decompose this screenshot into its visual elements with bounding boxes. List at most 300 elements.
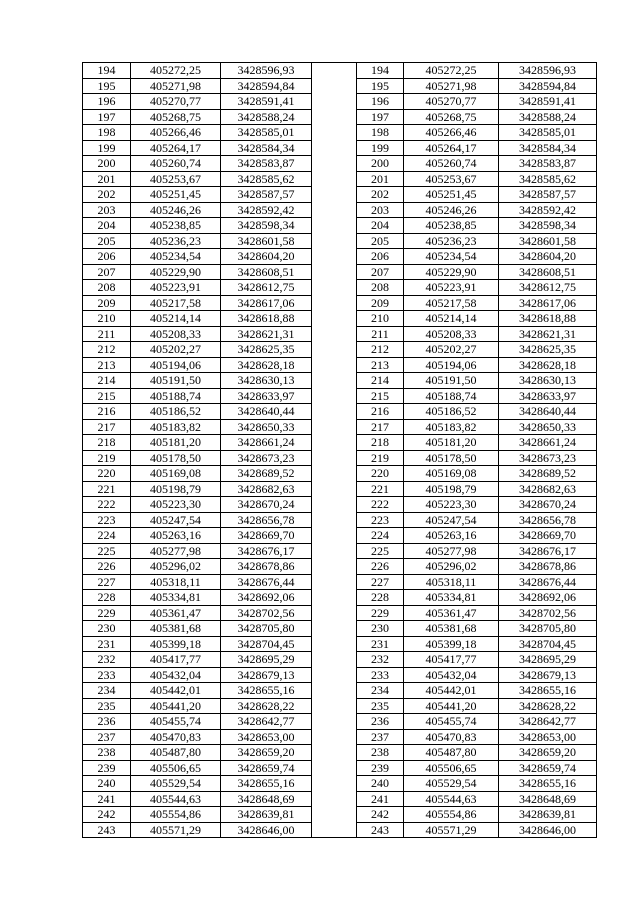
right-point-number-cell: 210 — [357, 311, 404, 327]
table-row — [83, 311, 597, 327]
right-point-number-cell: 214 — [357, 373, 404, 389]
left-point-number-cell: 242 — [83, 807, 131, 823]
right-y-coordinate-cell: 3428676,17 — [499, 543, 597, 559]
column-gap-cell — [312, 543, 357, 559]
right-point-number-cell: 213 — [357, 357, 404, 373]
left-point-number-cell: 209 — [83, 295, 131, 311]
left-y-coordinate-cell: 3428618,88 — [221, 311, 312, 327]
right-point-number-cell: 196 — [357, 94, 404, 110]
right-x-coordinate-cell: 405361,47 — [404, 605, 499, 621]
right-point-number-cell: 195 — [357, 78, 404, 94]
left-x-coordinate-cell: 405169,08 — [131, 466, 221, 482]
column-gap-cell — [312, 559, 357, 575]
left-x-coordinate-cell: 405334,81 — [131, 590, 221, 606]
column-gap-cell — [312, 605, 357, 621]
left-y-coordinate-cell: 3428704,45 — [221, 636, 312, 652]
column-gap-cell — [312, 109, 357, 125]
table-row — [83, 497, 597, 513]
left-x-coordinate-cell: 405236,23 — [131, 233, 221, 249]
table-row — [83, 156, 597, 172]
table-row — [83, 512, 597, 528]
left-point-number-cell: 219 — [83, 450, 131, 466]
right-x-coordinate-cell: 405181,20 — [404, 435, 499, 451]
right-point-number-cell: 221 — [357, 481, 404, 497]
left-y-coordinate-cell: 3428646,00 — [221, 822, 312, 838]
right-x-coordinate-cell: 405318,11 — [404, 574, 499, 590]
right-point-number-cell: 197 — [357, 109, 404, 125]
right-point-number-cell: 208 — [357, 280, 404, 296]
left-point-number-cell: 204 — [83, 218, 131, 234]
right-x-coordinate-cell: 405432,04 — [404, 667, 499, 683]
left-y-coordinate-cell: 3428678,86 — [221, 559, 312, 575]
right-y-coordinate-cell: 3428659,74 — [499, 760, 597, 776]
left-x-coordinate-cell: 405277,98 — [131, 543, 221, 559]
left-x-coordinate-cell: 405271,98 — [131, 78, 221, 94]
left-y-coordinate-cell: 3428612,75 — [221, 280, 312, 296]
right-y-coordinate-cell: 3428655,16 — [499, 683, 597, 699]
column-gap-cell — [312, 776, 357, 792]
right-point-number-cell: 218 — [357, 435, 404, 451]
coordinates-table-body — [83, 63, 597, 838]
right-x-coordinate-cell: 405236,23 — [404, 233, 499, 249]
left-x-coordinate-cell: 405268,75 — [131, 109, 221, 125]
left-y-coordinate-cell: 3428682,63 — [221, 481, 312, 497]
right-point-number-cell: 242 — [357, 807, 404, 823]
left-x-coordinate-cell: 405571,29 — [131, 822, 221, 838]
right-point-number-cell: 235 — [357, 698, 404, 714]
right-y-coordinate-cell: 3428588,24 — [499, 109, 597, 125]
left-point-number-cell: 213 — [83, 357, 131, 373]
left-y-coordinate-cell: 3428608,51 — [221, 264, 312, 280]
table-row — [83, 109, 597, 125]
table-row — [83, 590, 597, 606]
right-x-coordinate-cell: 405253,67 — [404, 171, 499, 187]
left-x-coordinate-cell: 405506,65 — [131, 760, 221, 776]
left-point-number-cell: 229 — [83, 605, 131, 621]
table-row — [83, 373, 597, 389]
table-row — [83, 714, 597, 730]
column-gap-cell — [312, 760, 357, 776]
left-x-coordinate-cell: 405246,26 — [131, 202, 221, 218]
table-row — [83, 295, 597, 311]
right-y-coordinate-cell: 3428592,42 — [499, 202, 597, 218]
right-x-coordinate-cell: 405277,98 — [404, 543, 499, 559]
right-x-coordinate-cell: 405271,98 — [404, 78, 499, 94]
column-gap-cell — [312, 419, 357, 435]
left-point-number-cell: 195 — [83, 78, 131, 94]
left-point-number-cell: 220 — [83, 466, 131, 482]
right-point-number-cell: 238 — [357, 745, 404, 761]
right-y-coordinate-cell: 3428639,81 — [499, 807, 597, 823]
right-x-coordinate-cell: 405223,30 — [404, 497, 499, 513]
left-y-coordinate-cell: 3428591,41 — [221, 94, 312, 110]
left-x-coordinate-cell: 405442,01 — [131, 683, 221, 699]
column-gap-cell — [312, 311, 357, 327]
left-point-number-cell: 199 — [83, 140, 131, 156]
table-row — [83, 326, 597, 342]
right-y-coordinate-cell: 3428583,87 — [499, 156, 597, 172]
column-gap-cell — [312, 249, 357, 265]
right-point-number-cell: 224 — [357, 528, 404, 544]
right-y-coordinate-cell: 3428617,06 — [499, 295, 597, 311]
right-x-coordinate-cell: 405169,08 — [404, 466, 499, 482]
right-point-number-cell: 220 — [357, 466, 404, 482]
column-gap-cell — [312, 295, 357, 311]
right-x-coordinate-cell: 405214,14 — [404, 311, 499, 327]
right-y-coordinate-cell: 3428670,24 — [499, 497, 597, 513]
column-gap-cell — [312, 63, 357, 79]
right-x-coordinate-cell: 405238,85 — [404, 218, 499, 234]
column-gap-cell — [312, 729, 357, 745]
right-y-coordinate-cell: 3428585,62 — [499, 171, 597, 187]
left-point-number-cell: 237 — [83, 729, 131, 745]
right-x-coordinate-cell: 405234,54 — [404, 249, 499, 265]
right-y-coordinate-cell: 3428702,56 — [499, 605, 597, 621]
left-y-coordinate-cell: 3428594,84 — [221, 78, 312, 94]
table-row — [83, 280, 597, 296]
left-point-number-cell: 207 — [83, 264, 131, 280]
left-y-coordinate-cell: 3428679,13 — [221, 667, 312, 683]
left-x-coordinate-cell: 405238,85 — [131, 218, 221, 234]
right-point-number-cell: 204 — [357, 218, 404, 234]
column-gap-cell — [312, 342, 357, 358]
column-gap-cell — [312, 264, 357, 280]
table-row — [83, 760, 597, 776]
right-x-coordinate-cell: 405529,54 — [404, 776, 499, 792]
left-point-number-cell: 196 — [83, 94, 131, 110]
left-point-number-cell: 194 — [83, 63, 131, 79]
right-point-number-cell: 199 — [357, 140, 404, 156]
left-point-number-cell: 228 — [83, 590, 131, 606]
table-row — [83, 264, 597, 280]
column-gap-cell — [312, 822, 357, 838]
left-x-coordinate-cell: 405441,20 — [131, 698, 221, 714]
left-y-coordinate-cell: 3428628,18 — [221, 357, 312, 373]
right-x-coordinate-cell: 405202,27 — [404, 342, 499, 358]
left-point-number-cell: 216 — [83, 404, 131, 420]
left-y-coordinate-cell: 3428659,74 — [221, 760, 312, 776]
left-x-coordinate-cell: 405264,17 — [131, 140, 221, 156]
table-row — [83, 667, 597, 683]
left-x-coordinate-cell: 405194,06 — [131, 357, 221, 373]
right-y-coordinate-cell: 3428640,44 — [499, 404, 597, 420]
left-x-coordinate-cell: 405198,79 — [131, 481, 221, 497]
right-x-coordinate-cell: 405188,74 — [404, 388, 499, 404]
table-row — [83, 435, 597, 451]
left-x-coordinate-cell: 405223,30 — [131, 497, 221, 513]
column-gap-cell — [312, 202, 357, 218]
right-x-coordinate-cell: 405266,46 — [404, 125, 499, 141]
column-gap-cell — [312, 140, 357, 156]
table-row — [83, 807, 597, 823]
left-x-coordinate-cell: 405529,54 — [131, 776, 221, 792]
column-gap-cell — [312, 574, 357, 590]
table-row — [83, 419, 597, 435]
table-row — [83, 357, 597, 373]
coordinates-table — [82, 62, 597, 838]
right-y-coordinate-cell: 3428650,33 — [499, 419, 597, 435]
left-y-coordinate-cell: 3428656,78 — [221, 512, 312, 528]
table-row — [83, 342, 597, 358]
left-y-coordinate-cell: 3428653,00 — [221, 729, 312, 745]
column-gap-cell — [312, 94, 357, 110]
left-x-coordinate-cell: 405186,52 — [131, 404, 221, 420]
right-x-coordinate-cell: 405178,50 — [404, 450, 499, 466]
right-point-number-cell: 228 — [357, 590, 404, 606]
right-y-coordinate-cell: 3428598,34 — [499, 218, 597, 234]
column-gap-cell — [312, 450, 357, 466]
table-row — [83, 388, 597, 404]
left-point-number-cell: 217 — [83, 419, 131, 435]
right-x-coordinate-cell: 405186,52 — [404, 404, 499, 420]
table-row — [83, 543, 597, 559]
column-gap-cell — [312, 233, 357, 249]
table-row — [83, 481, 597, 497]
left-x-coordinate-cell: 405191,50 — [131, 373, 221, 389]
table-row — [83, 450, 597, 466]
left-x-coordinate-cell: 405247,54 — [131, 512, 221, 528]
right-y-coordinate-cell: 3428659,20 — [499, 745, 597, 761]
table-row — [83, 94, 597, 110]
left-point-number-cell: 205 — [83, 233, 131, 249]
right-x-coordinate-cell: 405441,20 — [404, 698, 499, 714]
table-row — [83, 791, 597, 807]
right-point-number-cell: 241 — [357, 791, 404, 807]
right-x-coordinate-cell: 405571,29 — [404, 822, 499, 838]
right-x-coordinate-cell: 405272,25 — [404, 63, 499, 79]
left-y-coordinate-cell: 3428628,22 — [221, 698, 312, 714]
right-x-coordinate-cell: 405264,17 — [404, 140, 499, 156]
left-point-number-cell: 243 — [83, 822, 131, 838]
table-row — [83, 187, 597, 203]
column-gap-cell — [312, 326, 357, 342]
right-y-coordinate-cell: 3428633,97 — [499, 388, 597, 404]
left-x-coordinate-cell: 405214,14 — [131, 311, 221, 327]
column-gap-cell — [312, 404, 357, 420]
left-y-coordinate-cell: 3428676,17 — [221, 543, 312, 559]
right-y-coordinate-cell: 3428612,75 — [499, 280, 597, 296]
left-x-coordinate-cell: 405554,86 — [131, 807, 221, 823]
left-x-coordinate-cell: 405229,90 — [131, 264, 221, 280]
left-point-number-cell: 200 — [83, 156, 131, 172]
left-y-coordinate-cell: 3428689,52 — [221, 466, 312, 482]
table-row — [83, 202, 597, 218]
column-gap-cell — [312, 807, 357, 823]
left-x-coordinate-cell: 405223,91 — [131, 280, 221, 296]
left-x-coordinate-cell: 405296,02 — [131, 559, 221, 575]
right-x-coordinate-cell: 405183,82 — [404, 419, 499, 435]
table-row — [83, 63, 597, 79]
left-x-coordinate-cell: 405178,50 — [131, 450, 221, 466]
table-row — [83, 636, 597, 652]
table-row — [83, 140, 597, 156]
right-point-number-cell: 200 — [357, 156, 404, 172]
column-gap-cell — [312, 652, 357, 668]
left-point-number-cell: 215 — [83, 388, 131, 404]
right-x-coordinate-cell: 405198,79 — [404, 481, 499, 497]
left-x-coordinate-cell: 405417,77 — [131, 652, 221, 668]
right-y-coordinate-cell: 3428656,78 — [499, 512, 597, 528]
left-y-coordinate-cell: 3428655,16 — [221, 776, 312, 792]
right-point-number-cell: 233 — [357, 667, 404, 683]
column-gap-cell — [312, 745, 357, 761]
left-y-coordinate-cell: 3428625,35 — [221, 342, 312, 358]
left-y-coordinate-cell: 3428692,06 — [221, 590, 312, 606]
right-y-coordinate-cell: 3428608,51 — [499, 264, 597, 280]
right-y-coordinate-cell: 3428661,24 — [499, 435, 597, 451]
column-gap-cell — [312, 791, 357, 807]
right-y-coordinate-cell: 3428594,84 — [499, 78, 597, 94]
column-gap-cell — [312, 698, 357, 714]
right-y-coordinate-cell: 3428604,20 — [499, 249, 597, 265]
left-x-coordinate-cell: 405272,25 — [131, 63, 221, 79]
left-point-number-cell: 231 — [83, 636, 131, 652]
right-point-number-cell: 237 — [357, 729, 404, 745]
left-y-coordinate-cell: 3428598,34 — [221, 218, 312, 234]
table-row — [83, 621, 597, 637]
table-row — [83, 233, 597, 249]
right-x-coordinate-cell: 405246,26 — [404, 202, 499, 218]
left-x-coordinate-cell: 405253,67 — [131, 171, 221, 187]
left-y-coordinate-cell: 3428585,62 — [221, 171, 312, 187]
column-gap-cell — [312, 683, 357, 699]
left-point-number-cell: 226 — [83, 559, 131, 575]
right-y-coordinate-cell: 3428596,93 — [499, 63, 597, 79]
right-x-coordinate-cell: 405296,02 — [404, 559, 499, 575]
left-x-coordinate-cell: 405251,45 — [131, 187, 221, 203]
left-x-coordinate-cell: 405202,27 — [131, 342, 221, 358]
left-y-coordinate-cell: 3428648,69 — [221, 791, 312, 807]
right-x-coordinate-cell: 405455,74 — [404, 714, 499, 730]
right-y-coordinate-cell: 3428642,77 — [499, 714, 597, 730]
right-y-coordinate-cell: 3428705,80 — [499, 621, 597, 637]
column-gap-cell — [312, 481, 357, 497]
right-y-coordinate-cell: 3428648,69 — [499, 791, 597, 807]
right-point-number-cell: 202 — [357, 187, 404, 203]
table-row — [83, 729, 597, 745]
right-x-coordinate-cell: 405381,68 — [404, 621, 499, 637]
left-point-number-cell: 240 — [83, 776, 131, 792]
left-point-number-cell: 239 — [83, 760, 131, 776]
left-y-coordinate-cell: 3428642,77 — [221, 714, 312, 730]
right-y-coordinate-cell: 3428584,34 — [499, 140, 597, 156]
left-y-coordinate-cell: 3428639,81 — [221, 807, 312, 823]
left-point-number-cell: 197 — [83, 109, 131, 125]
left-y-coordinate-cell: 3428596,93 — [221, 63, 312, 79]
left-x-coordinate-cell: 405432,04 — [131, 667, 221, 683]
left-y-coordinate-cell: 3428587,57 — [221, 187, 312, 203]
right-point-number-cell: 243 — [357, 822, 404, 838]
right-x-coordinate-cell: 405194,06 — [404, 357, 499, 373]
left-point-number-cell: 222 — [83, 497, 131, 513]
left-point-number-cell: 230 — [83, 621, 131, 637]
column-gap-cell — [312, 528, 357, 544]
right-x-coordinate-cell: 405554,86 — [404, 807, 499, 823]
right-x-coordinate-cell: 405417,77 — [404, 652, 499, 668]
left-x-coordinate-cell: 405263,16 — [131, 528, 221, 544]
left-x-coordinate-cell: 405399,18 — [131, 636, 221, 652]
right-y-coordinate-cell: 3428591,41 — [499, 94, 597, 110]
table-row — [83, 683, 597, 699]
right-x-coordinate-cell: 405506,65 — [404, 760, 499, 776]
right-point-number-cell: 223 — [357, 512, 404, 528]
left-point-number-cell: 223 — [83, 512, 131, 528]
right-x-coordinate-cell: 405208,33 — [404, 326, 499, 342]
right-y-coordinate-cell: 3428646,00 — [499, 822, 597, 838]
left-x-coordinate-cell: 405234,54 — [131, 249, 221, 265]
right-y-coordinate-cell: 3428628,22 — [499, 698, 597, 714]
column-gap-cell — [312, 667, 357, 683]
right-point-number-cell: 203 — [357, 202, 404, 218]
right-y-coordinate-cell: 3428653,00 — [499, 729, 597, 745]
left-point-number-cell: 221 — [83, 481, 131, 497]
table-row — [83, 776, 597, 792]
right-point-number-cell: 234 — [357, 683, 404, 699]
left-y-coordinate-cell: 3428617,06 — [221, 295, 312, 311]
right-x-coordinate-cell: 405544,63 — [404, 791, 499, 807]
left-y-coordinate-cell: 3428669,70 — [221, 528, 312, 544]
right-y-coordinate-cell: 3428630,13 — [499, 373, 597, 389]
left-y-coordinate-cell: 3428705,80 — [221, 621, 312, 637]
right-point-number-cell: 229 — [357, 605, 404, 621]
left-x-coordinate-cell: 405208,33 — [131, 326, 221, 342]
right-x-coordinate-cell: 405270,77 — [404, 94, 499, 110]
left-x-coordinate-cell: 405361,47 — [131, 605, 221, 621]
left-y-coordinate-cell: 3428583,87 — [221, 156, 312, 172]
column-gap-cell — [312, 78, 357, 94]
left-point-number-cell: 238 — [83, 745, 131, 761]
column-gap-cell — [312, 435, 357, 451]
left-y-coordinate-cell: 3428584,34 — [221, 140, 312, 156]
table-row — [83, 605, 597, 621]
left-point-number-cell: 202 — [83, 187, 131, 203]
left-point-number-cell: 233 — [83, 667, 131, 683]
coordinates-table-wrapper — [82, 62, 596, 838]
right-point-number-cell: 206 — [357, 249, 404, 265]
left-point-number-cell: 236 — [83, 714, 131, 730]
column-gap-cell — [312, 218, 357, 234]
table-row — [83, 218, 597, 234]
left-point-number-cell: 198 — [83, 125, 131, 141]
right-point-number-cell: 225 — [357, 543, 404, 559]
table-row — [83, 125, 597, 141]
right-y-coordinate-cell: 3428618,88 — [499, 311, 597, 327]
right-x-coordinate-cell: 405251,45 — [404, 187, 499, 203]
left-point-number-cell: 206 — [83, 249, 131, 265]
column-gap-cell — [312, 512, 357, 528]
left-y-coordinate-cell: 3428670,24 — [221, 497, 312, 513]
left-y-coordinate-cell: 3428585,01 — [221, 125, 312, 141]
table-row — [83, 528, 597, 544]
right-y-coordinate-cell: 3428669,70 — [499, 528, 597, 544]
column-gap-cell — [312, 357, 357, 373]
left-y-coordinate-cell: 3428695,29 — [221, 652, 312, 668]
left-y-coordinate-cell: 3428633,97 — [221, 388, 312, 404]
table-row — [83, 698, 597, 714]
right-y-coordinate-cell: 3428695,29 — [499, 652, 597, 668]
left-y-coordinate-cell: 3428673,23 — [221, 450, 312, 466]
right-point-number-cell: 239 — [357, 760, 404, 776]
left-x-coordinate-cell: 405183,82 — [131, 419, 221, 435]
left-y-coordinate-cell: 3428621,31 — [221, 326, 312, 342]
right-x-coordinate-cell: 405247,54 — [404, 512, 499, 528]
left-x-coordinate-cell: 405188,74 — [131, 388, 221, 404]
left-point-number-cell: 227 — [83, 574, 131, 590]
right-point-number-cell: 212 — [357, 342, 404, 358]
left-y-coordinate-cell: 3428588,24 — [221, 109, 312, 125]
right-point-number-cell: 194 — [357, 63, 404, 79]
left-y-coordinate-cell: 3428661,24 — [221, 435, 312, 451]
